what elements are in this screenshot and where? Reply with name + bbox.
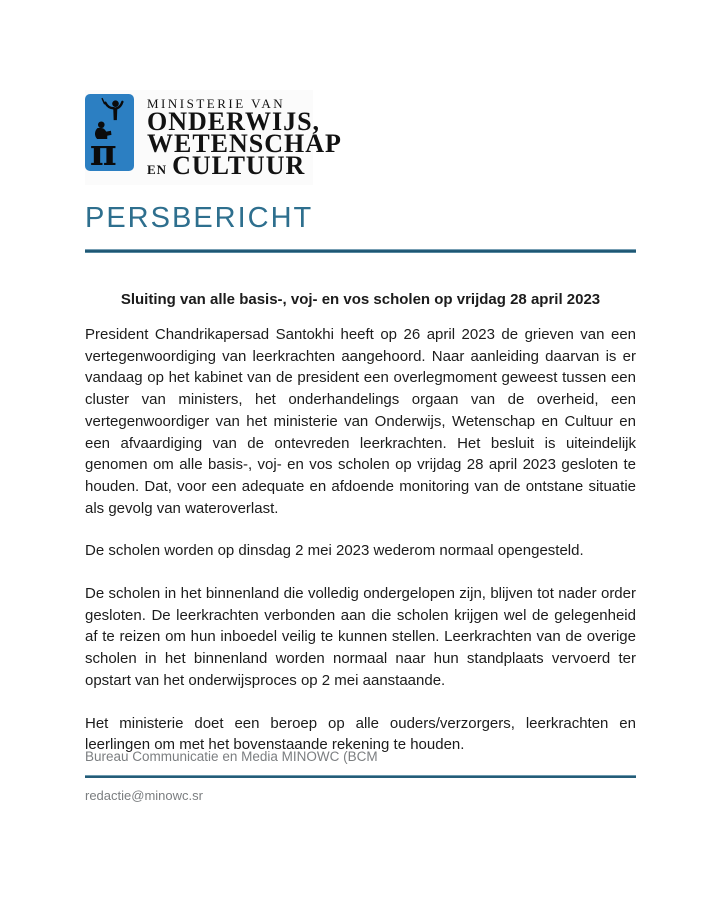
masthead-rule bbox=[85, 249, 636, 253]
page-content bbox=[85, 90, 636, 777]
headline: Sluiting van alle basis-, voj- en vos scholen op vrijdag 28 april 2023 bbox=[120, 291, 601, 308]
paragraph-4: Het ministerie doet een beroep op alle ouders/verzorgers, leerkrachten en leerlingen om met het bovenstaande rekening te houden. bbox=[85, 714, 636, 754]
ministry-wordmark-line3-en: EN bbox=[147, 162, 168, 177]
ministry-wordmark-line3-cultuur: CULTUUR bbox=[172, 151, 306, 180]
ministry-emblem-icon bbox=[85, 94, 134, 171]
footer-rule bbox=[85, 775, 636, 778]
ministry-wordmark-prefix: MINISTERIE VAN bbox=[147, 96, 286, 111]
footer-email: redactie@minowc.sr bbox=[85, 788, 203, 803]
masthead-title: PERSBERICHT bbox=[85, 202, 314, 234]
page-footer bbox=[85, 748, 636, 803]
ministry-wordmark bbox=[147, 94, 342, 181]
ministry-wordmark-line3 bbox=[147, 151, 342, 181]
paragraph-2: De scholen worden op dinsdag 2 mei 2023 wederom normaal opengesteld. bbox=[85, 542, 584, 560]
paragraph-1: President Chandrikapersad Santokhi heeft op 26 april 2023 de grieven van een vertegenwoordiging van leerkrachten aangehoord. Naar aanleiding daarvan is er vandaag op het kabinet van de president een overlegmoment geweest tussen een cluster van ministers, het onderhandelings orgaan van de overheid, een vertegenwoordiger van het ministerie van Onderwijs, Wetenschap en Cultuur en een afvaardiging van de ontevreden leerkrachten. Het besluit is uiteindelijk genomen om alle basis-, voj- en vos scholen op vrijdag 28 april 2023 gesloten te houden. Dat, voor een adequate en afdoende monitoring van de ontstane situatie als gevolg van wateroverlast. bbox=[85, 326, 636, 517]
svg-text:π: π bbox=[89, 130, 117, 169]
ministry-logo bbox=[85, 90, 342, 185]
footer-department: Bureau Communicatie en Media MINOWC (BCM bbox=[85, 749, 378, 764]
ministry-wordmark-line2: WETENSCHAP bbox=[147, 129, 342, 158]
body-text bbox=[85, 324, 636, 756]
paragraph-3: De scholen in het binnenland die volledig ondergelopen zijn, blijven tot nader order gesloten. De leerkrachten verbonden aan die scholen krijgen wel de gelegenheid af te reizen om hun inboedel veilig te kunnen stellen. Leerkrachten van de overige scholen in het binnenland worden normaal naar hun standplaats vervoerd ter opstart van het onderwijsproces op 2 mei aanstaande. bbox=[85, 585, 636, 689]
ministry-wordmark-line1: ONDERWIJS, bbox=[147, 107, 321, 136]
